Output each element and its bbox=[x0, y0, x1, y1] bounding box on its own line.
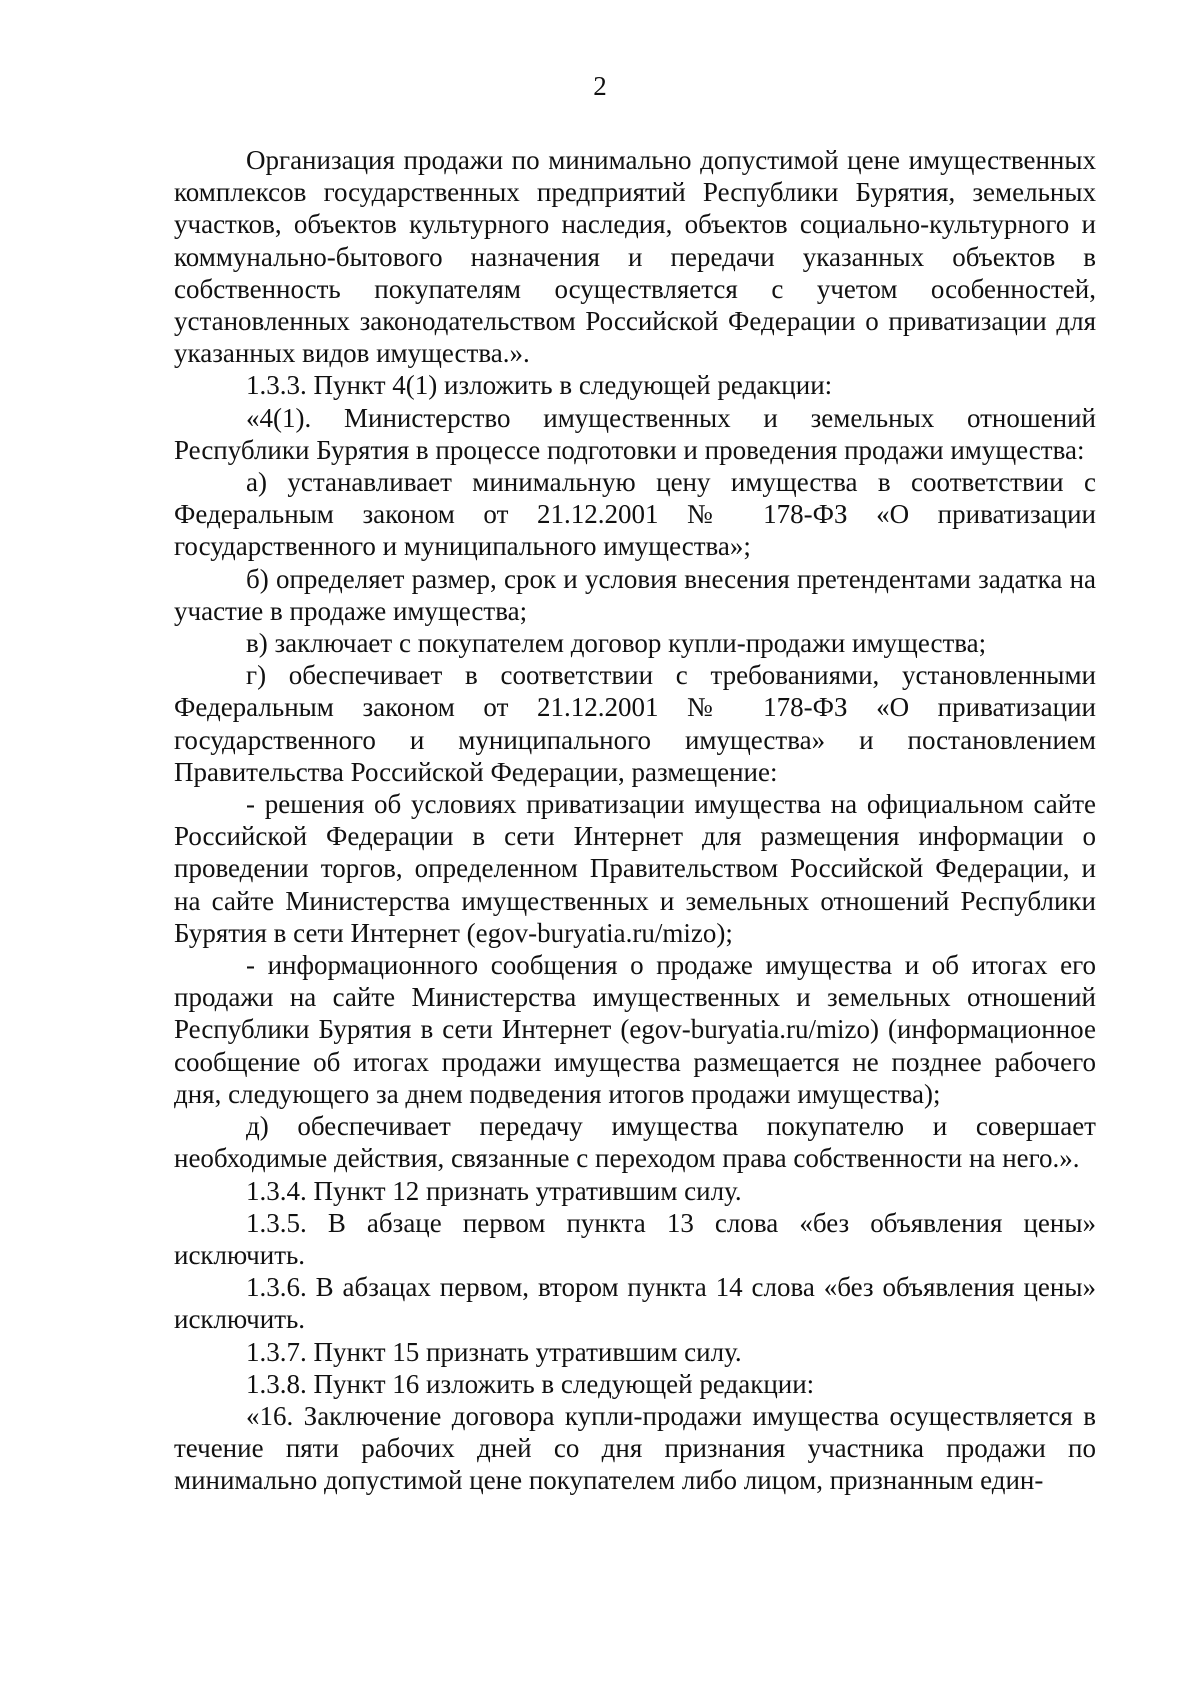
paragraph-1-3-5: 1.3.5. В абзаце первом пункта 13 слова «без объявления цены» исключить. bbox=[174, 1207, 1096, 1270]
paragraph-item-a: а) устанавливает минимальную цену имущества в соответствии с Федеральным законом от 21.12.2001 № 178-ФЗ «О приватизации государственного и муниципального имущества»; bbox=[174, 467, 1096, 562]
paragraph-dash-decision: - решения об условиях приватизации имущества на официальном сайте Российской Федерации в сети Интернет для размещения информации о проведении торгов, определенном Правительством Российской Федерации, и на сайте Министерства имущественных и земельных отношений Республики Бурятия в сети Интернет (egov-buryatia.ru/mizo); bbox=[174, 789, 1096, 948]
paragraph-16: «16. Заключение договора купли-продажи имущества осуществляется в течение пяти рабочих дней со дня признания участника продажи по минимально допустимой цене покупателем либо лицом, признанным един- bbox=[174, 1400, 1096, 1496]
paragraph-item-g: г) обеспечивает в соответствии с требованиями, установленными Федеральным законом от 21.12.2001 № 178-ФЗ «О приватизации государственного и муниципального имущества» и постановлением Правительства Российской Федерации, размещение: bbox=[174, 660, 1096, 787]
paragraph-1-3-6: 1.3.6. В абзацах первом, втором пункта 14 слова «без объявления цены» исключить. bbox=[174, 1272, 1096, 1335]
paragraph-1-3-8: 1.3.8. Пункт 16 изложить в следующей редакции: bbox=[246, 1368, 815, 1399]
paragraph-1-3-4: 1.3.4. Пункт 12 признать утратившим силу. bbox=[246, 1175, 742, 1206]
document-body bbox=[174, 144, 1096, 1497]
paragraph-1-3-3: 1.3.3. Пункт 4(1) изложить в следующей редакции: bbox=[246, 370, 833, 401]
paragraph-1-3-7: 1.3.7. Пункт 15 признать утратившим силу. bbox=[246, 1336, 742, 1367]
paragraph-privatization-organization: Организация продажи по минимально допустимой цене имущественных комплексов государственных предприятий Республики Бурятия, земельных участков, объектов культурного наследия, объектов социально-культурного и коммунально-бытового назначения и передачи указанных объектов в собственность покупателям осуществляется с учетом особенностей, установленных законодательством Российской Федерации о приватизации для указанных видов имущества.». bbox=[174, 145, 1096, 369]
paragraph-4-1: «4(1). Министерство имущественных и земельных отношений Республики Бурятия в процессе подготовки и проведения продажи имущества: bbox=[174, 402, 1096, 465]
paragraph-item-d: д) обеспечивает передачу имущества покупателю и совершает необходимые действия, связанные с переходом права собственности на него.». bbox=[174, 1111, 1096, 1174]
paragraph-item-b: б) определяет размер, срок и условия внесения претендентами задатка на участие в продаже имущества; bbox=[174, 563, 1096, 626]
page-number: 2 bbox=[593, 71, 607, 101]
paragraph-dash-information: - информационного сообщения о продаже имущества и об итогах его продажи на сайте Министерства имущественных и земельных отношений Республики Бурятия в сети Интернет (egov-buryatia.ru/mizo) (информационное сообщение об итогах продажи имущества размещается не позднее рабочего дня, следующего за днем подведения итогов продажи имущества); bbox=[174, 950, 1096, 1109]
paragraph-item-v: в) заключает с покупателем договор купли-продажи имущества; bbox=[246, 628, 987, 659]
